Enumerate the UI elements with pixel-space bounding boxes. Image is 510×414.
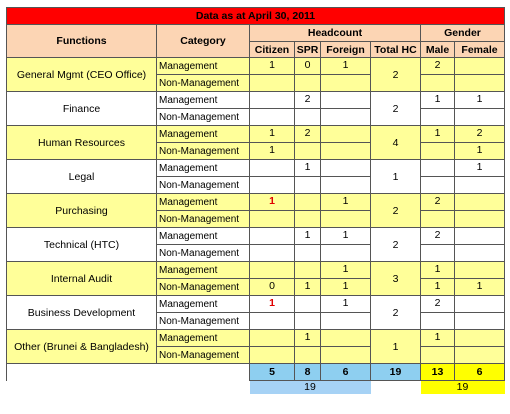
female-count bbox=[455, 75, 505, 92]
total-male: 13 bbox=[421, 364, 455, 381]
totals-spacer bbox=[7, 364, 157, 381]
report-banner: Data as at April 30, 2011 bbox=[7, 8, 505, 25]
spr-count bbox=[295, 109, 321, 126]
function-name: Technical (HTC) bbox=[7, 228, 157, 262]
female-count bbox=[455, 313, 505, 330]
function-name: Legal bbox=[7, 160, 157, 194]
total-female: 6 bbox=[455, 364, 505, 381]
foreign-count bbox=[321, 211, 371, 228]
female-count bbox=[455, 296, 505, 313]
category-label: Non-Management bbox=[157, 279, 250, 296]
male-count bbox=[421, 211, 455, 228]
spr-count bbox=[295, 75, 321, 92]
category-label: Management bbox=[157, 194, 250, 211]
male-header: Male bbox=[421, 42, 455, 58]
foreign-count bbox=[321, 330, 371, 347]
category-label: Non-Management bbox=[157, 211, 250, 228]
total-hc-header: Total HC bbox=[371, 42, 421, 58]
male-count: 1 bbox=[421, 279, 455, 296]
category-label: Non-Management bbox=[157, 143, 250, 160]
foreign-count: 1 bbox=[321, 194, 371, 211]
function-name: Finance bbox=[7, 92, 157, 126]
spr-count bbox=[295, 245, 321, 262]
spr-count: 1 bbox=[295, 160, 321, 177]
male-count bbox=[421, 160, 455, 177]
grand-spacer bbox=[371, 381, 421, 394]
spr-count bbox=[295, 194, 321, 211]
citizen-count bbox=[250, 330, 295, 347]
foreign-count: 1 bbox=[321, 279, 371, 296]
citizen-header: Citizen bbox=[250, 42, 295, 58]
citizen-count bbox=[250, 92, 295, 109]
male-count bbox=[421, 143, 455, 160]
spr-count: 1 bbox=[295, 330, 321, 347]
female-count bbox=[455, 262, 505, 279]
citizen-count: 1 bbox=[250, 296, 295, 313]
spr-count bbox=[295, 347, 321, 364]
total-hc-count: 1 bbox=[371, 330, 421, 364]
function-name: General Mgmt (CEO Office) bbox=[7, 58, 157, 92]
grand-spacer bbox=[7, 381, 157, 394]
functions-header: Functions bbox=[7, 25, 157, 58]
spr-count bbox=[295, 313, 321, 330]
total-hc: 19 bbox=[371, 364, 421, 381]
citizen-count: 1 bbox=[250, 58, 295, 75]
category-label: Non-Management bbox=[157, 245, 250, 262]
male-count bbox=[421, 177, 455, 194]
spr-header: SPR bbox=[295, 42, 321, 58]
female-count bbox=[455, 194, 505, 211]
female-count: 1 bbox=[455, 160, 505, 177]
function-name: Purchasing bbox=[7, 194, 157, 228]
spr-count: 0 bbox=[295, 58, 321, 75]
table-row bbox=[7, 58, 505, 75]
citizen-count bbox=[250, 347, 295, 364]
category-label: Management bbox=[157, 262, 250, 279]
female-count bbox=[455, 177, 505, 194]
spr-count bbox=[295, 211, 321, 228]
foreign-count bbox=[321, 245, 371, 262]
foreign-count bbox=[321, 92, 371, 109]
category-label: Non-Management bbox=[157, 313, 250, 330]
foreign-count bbox=[321, 143, 371, 160]
grand-headcount: 19 bbox=[250, 381, 371, 394]
table-row bbox=[7, 160, 505, 177]
category-label: Management bbox=[157, 58, 250, 75]
spr-count: 1 bbox=[295, 228, 321, 245]
gender-header: Gender bbox=[421, 25, 505, 42]
total-citizen: 5 bbox=[250, 364, 295, 381]
citizen-count: 1 bbox=[250, 143, 295, 160]
female-count: 1 bbox=[455, 279, 505, 296]
foreign-count: 1 bbox=[321, 296, 371, 313]
table-row bbox=[7, 194, 505, 211]
total-hc-count: 2 bbox=[371, 194, 421, 228]
female-count bbox=[455, 228, 505, 245]
total-hc-count: 2 bbox=[371, 296, 421, 330]
table-row bbox=[7, 262, 505, 279]
male-count: 2 bbox=[421, 194, 455, 211]
category-label: Non-Management bbox=[157, 347, 250, 364]
table-row bbox=[7, 92, 505, 109]
male-count: 1 bbox=[421, 92, 455, 109]
table-row bbox=[7, 126, 505, 143]
citizen-count bbox=[250, 262, 295, 279]
citizen-count bbox=[250, 228, 295, 245]
foreign-count bbox=[321, 347, 371, 364]
female-count: 2 bbox=[455, 126, 505, 143]
male-count: 1 bbox=[421, 330, 455, 347]
female-count bbox=[455, 211, 505, 228]
total-hc-count: 2 bbox=[371, 92, 421, 126]
function-name: Business Development bbox=[7, 296, 157, 330]
total-hc-count: 3 bbox=[371, 262, 421, 296]
male-count bbox=[421, 109, 455, 126]
foreign-count: 1 bbox=[321, 228, 371, 245]
foreign-count bbox=[321, 75, 371, 92]
citizen-count bbox=[250, 109, 295, 126]
citizen-count bbox=[250, 211, 295, 228]
grand-spacer bbox=[157, 381, 250, 394]
foreign-count: 1 bbox=[321, 262, 371, 279]
total-hc-count: 2 bbox=[371, 228, 421, 262]
male-count bbox=[421, 313, 455, 330]
male-count bbox=[421, 75, 455, 92]
category-label: Management bbox=[157, 296, 250, 313]
function-name: Internal Audit bbox=[7, 262, 157, 296]
headcount-header: Headcount bbox=[250, 25, 421, 42]
foreign-count bbox=[321, 313, 371, 330]
grand-gender: 19 bbox=[421, 381, 505, 394]
foreign-header: Foreign bbox=[321, 42, 371, 58]
male-count: 1 bbox=[421, 262, 455, 279]
foreign-count bbox=[321, 160, 371, 177]
headcount-table bbox=[6, 7, 505, 394]
female-count: 1 bbox=[455, 143, 505, 160]
male-count bbox=[421, 347, 455, 364]
table-row bbox=[7, 228, 505, 245]
spr-count: 1 bbox=[295, 279, 321, 296]
total-spr: 8 bbox=[295, 364, 321, 381]
function-name: Other (Brunei & Bangladesh) bbox=[7, 330, 157, 364]
category-header: Category bbox=[157, 25, 250, 58]
female-count bbox=[455, 109, 505, 126]
table-row bbox=[7, 296, 505, 313]
spr-count bbox=[295, 262, 321, 279]
male-count bbox=[421, 245, 455, 262]
female-count bbox=[455, 330, 505, 347]
spr-count bbox=[295, 296, 321, 313]
totals-spacer bbox=[157, 364, 250, 381]
category-label: Non-Management bbox=[157, 75, 250, 92]
category-label: Non-Management bbox=[157, 177, 250, 194]
female-count: 1 bbox=[455, 92, 505, 109]
category-label: Management bbox=[157, 126, 250, 143]
table-row bbox=[7, 330, 505, 347]
female-count bbox=[455, 245, 505, 262]
total-foreign: 6 bbox=[321, 364, 371, 381]
male-count: 1 bbox=[421, 126, 455, 143]
male-count: 2 bbox=[421, 296, 455, 313]
category-label: Management bbox=[157, 92, 250, 109]
category-label: Management bbox=[157, 228, 250, 245]
foreign-count bbox=[321, 109, 371, 126]
female-count bbox=[455, 347, 505, 364]
function-name: Human Resources bbox=[7, 126, 157, 160]
citizen-count: 0 bbox=[250, 279, 295, 296]
citizen-count bbox=[250, 75, 295, 92]
spr-count bbox=[295, 143, 321, 160]
female-header: Female bbox=[455, 42, 505, 58]
male-count: 2 bbox=[421, 58, 455, 75]
citizen-count: 1 bbox=[250, 194, 295, 211]
female-count bbox=[455, 58, 505, 75]
total-hc-count: 1 bbox=[371, 160, 421, 194]
spr-count bbox=[295, 177, 321, 194]
category-label: Non-Management bbox=[157, 109, 250, 126]
spr-count: 2 bbox=[295, 126, 321, 143]
foreign-count bbox=[321, 177, 371, 194]
total-hc-count: 4 bbox=[371, 126, 421, 160]
category-label: Management bbox=[157, 330, 250, 347]
citizen-count bbox=[250, 177, 295, 194]
foreign-count: 1 bbox=[321, 58, 371, 75]
male-count: 2 bbox=[421, 228, 455, 245]
citizen-count bbox=[250, 245, 295, 262]
citizen-count: 1 bbox=[250, 126, 295, 143]
total-hc-count: 2 bbox=[371, 58, 421, 92]
category-label: Management bbox=[157, 160, 250, 177]
citizen-count bbox=[250, 160, 295, 177]
citizen-count bbox=[250, 313, 295, 330]
spr-count: 2 bbox=[295, 92, 321, 109]
foreign-count bbox=[321, 126, 371, 143]
